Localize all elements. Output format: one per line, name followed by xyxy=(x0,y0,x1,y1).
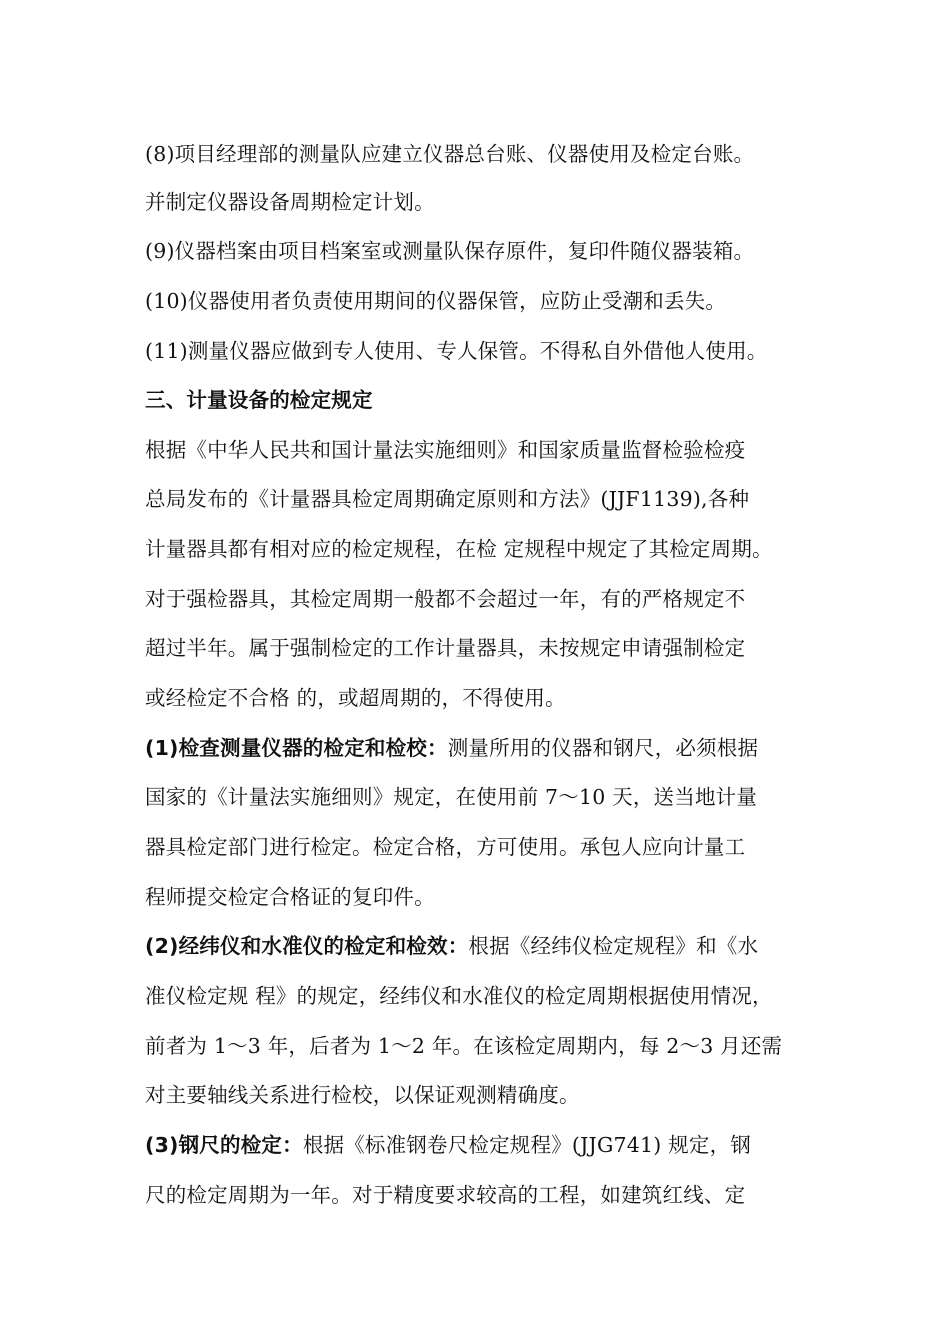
item-8-line-2: 并制定仪器设备周期检定计划。 xyxy=(145,190,435,214)
item-8-line-1: (8)项目经理部的测量队应建立仪器总台账、仪器使用及检定台账。 xyxy=(145,142,755,166)
item-11: (11)测量仪器应做到专人使用、专人保管。不得私自外借他人使用。 xyxy=(145,339,768,363)
subitem-1-text: 测量所用的仪器和钢尺，必须根据 xyxy=(447,736,759,760)
subitem-3-text: 根据《标准钢卷尺检定规程》(JJG741) 规定，钢 xyxy=(302,1133,751,1157)
subitem-2-line-2: 准仪检定规 程》的规定，经纬仪和水准仪的检定周期根据使用情况， xyxy=(145,984,773,1008)
subitem-1-line-2: 国家的《计量法实施细则》规定，在使用前 7～10 天，送当地计量 xyxy=(145,785,758,809)
subitem-1-line-4: 程师提交检定合格证的复印件。 xyxy=(145,885,435,909)
paragraph-line-3: 计量器具都有相对应的检定规程，在检 定规程中规定了其检定周期。 xyxy=(145,537,773,561)
subitem-2-line-3: 前者为 1～3 年，后者为 1～2 年。在该检定周期内，每 2～3 月还需 xyxy=(145,1034,783,1058)
paragraph-line-2: 总局发布的《计量器具检定周期确定原则和方法》(JJF1139),各种 xyxy=(145,487,750,511)
subitem-2-line-4: 对主要轴线关系进行检校，以保证观测精确度。 xyxy=(145,1083,580,1107)
item-10: (10)仪器使用者负责使用期间的仪器保管，应防止受潮和丢失。 xyxy=(145,289,727,313)
subitem-1-line-3: 器具检定部门进行检定。检定合格，方可使用。承包人应向计量工 xyxy=(145,835,746,859)
section-heading: 三、计量设备的检定规定 xyxy=(145,388,373,412)
subitem-1-line-1 xyxy=(145,733,758,763)
subitem-1-heading: (1)检查测量仪器的检定和检校： xyxy=(145,736,448,760)
subitem-2-heading: (2)经纬仪和水准仪的检定和检效： xyxy=(145,934,469,958)
subitem-2-text: 根据《经纬仪检定规程》和《水 xyxy=(468,934,759,958)
subitem-3-line-2: 尺的检定周期为一年。对于精度要求较高的工程，如建筑红线、定 xyxy=(145,1183,746,1207)
subitem-3-heading: (3)钢尺的检定： xyxy=(145,1133,303,1157)
item-9: (9)仪器档案由项目档案室或测量队保存原件，复印件随仪器装箱。 xyxy=(145,239,755,263)
paragraph-line-5: 超过半年。属于强制检定的工作计量器具，未按规定申请强制检定 xyxy=(145,636,746,660)
subitem-3-line-1 xyxy=(145,1130,751,1160)
paragraph-line-4: 对于强检器具，其检定周期一般都不会超过一年，有的严格规定不 xyxy=(145,587,746,611)
paragraph-line-1: 根据《中华人民共和国计量法实施细则》和国家质量监督检验检疫 xyxy=(145,438,746,462)
paragraph-line-6: 或经检定不合格 的，或超周期的，不得使用。 xyxy=(145,686,566,710)
subitem-2-line-1 xyxy=(145,931,758,961)
